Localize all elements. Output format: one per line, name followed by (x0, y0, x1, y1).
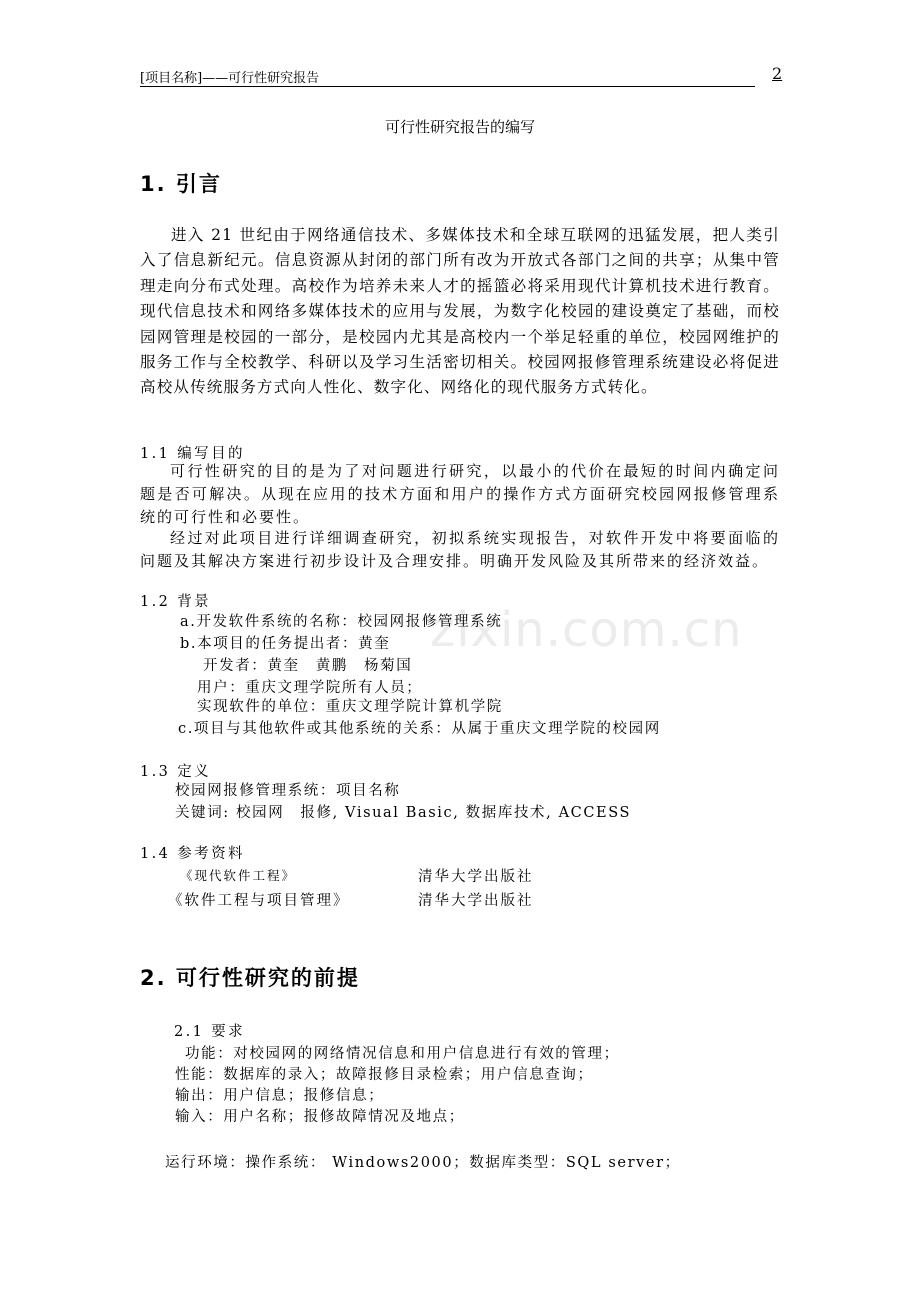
requirement-performance: 性能：数据库的录入；故障报修目录检索；用户信息查询； (175, 1067, 594, 1083)
reference-title: 《现代软件工程》 (180, 868, 297, 883)
section-1-2-heading: 1.2 背景 (140, 594, 212, 610)
reference-title: 《软件工程与项目管理》 (168, 893, 350, 909)
section-1-1-heading: 1.1 编写目的 (140, 446, 245, 462)
document-title: 可行性研究报告的编写 (384, 118, 535, 136)
section-2-1-heading: 2.1 要求 (174, 1024, 246, 1040)
section-2-heading: 2. 可行性研究的前提 (140, 966, 360, 990)
runtime-environment: 运行环境：操作系统： Windows2000；数据库类型：SQL server； (165, 1155, 681, 1171)
developers-line: 开发者：黄奎 黄鹏 杨菊国 (203, 658, 413, 674)
purpose-paragraph-1: 可行性研究的目的是为了对问题进行研究，以最小的代价在最短的时间内确定问题是否可解决。从现在应用的技术方面和用户的操作方式方面研究校园网报修管理系统的可行性和必要性。 (140, 462, 780, 526)
section-1-4-heading: 1.4 参考资料 (140, 846, 245, 862)
intro-paragraph: 进入 21 世纪由于网络通信技术、多媒体技术和全球互联网的迅猛发展，把人类引入了信息新纪元。信息资源从封闭的部门所有改为开放式各部门之间的共享；从集中管理走向分布式处理。高校作为培养未来人才的摇篮必将采用现代计算机技术进行教育。现代信息技术和网络多媒体技术的应用与发展，为数字化校园的建设奠定了基础，而校园网管理是校园的一部分，是校园内尤其是高校内一个举足轻重的单位，校园网维护的服务工作与全校教学、科研以及学习生活密切相关。校园网报修管理系统建设必将促进高校从传统服务方式向人性化、数字化、网络化的现代服务方式转化。 (140, 226, 780, 397)
requirement-input: 输入：用户名称；报修故障情况及地点； (175, 1109, 465, 1125)
reference-publisher: 清华大学出版社 (418, 869, 534, 885)
page-number: 2 (772, 64, 783, 83)
implementer-line: 实现软件的单位：重庆文理学院计算机学院 (197, 699, 503, 715)
purpose-paragraph-2: 经过对此项目进行详细调查研究，初拟系统实现报告，对软件开发中将要面临的问题及其解决方案进行初步设计及合理安排。明确开发风险及其所带来的经济效益。 (140, 529, 780, 570)
section-1-heading: 1. 引言 (140, 172, 222, 196)
header-text: [项目名称]——可行性研究报告 (140, 71, 320, 86)
page-header (140, 66, 755, 87)
background-item-b: b.本项目的任务提出者：黄奎 (180, 636, 391, 652)
users-line: 用户：重庆文理学院所有人员； (197, 680, 423, 696)
background-item-a: a.开发软件系统的名称：校园网报修管理系统 (180, 614, 503, 630)
section-1-3-heading: 1.3 定义 (140, 764, 212, 780)
watermark: zixin.com.cn (430, 602, 743, 658)
requirement-output: 输出：用户信息；报修信息； (175, 1088, 385, 1104)
definition-term: 校园网报修管理系统：项目名称 (175, 783, 401, 799)
background-item-c: c.项目与其他软件或其他系统的关系：从属于重庆文理学院的校园网 (178, 721, 661, 737)
requirement-function: 功能：对校园网的网络情况信息和用户信息进行有效的管理； (185, 1046, 620, 1062)
reference-publisher: 清华大学出版社 (418, 893, 534, 909)
keywords-line: 关键词: 校园网 报修, Visual Basic, 数据库技术, ACCESS (175, 805, 632, 821)
